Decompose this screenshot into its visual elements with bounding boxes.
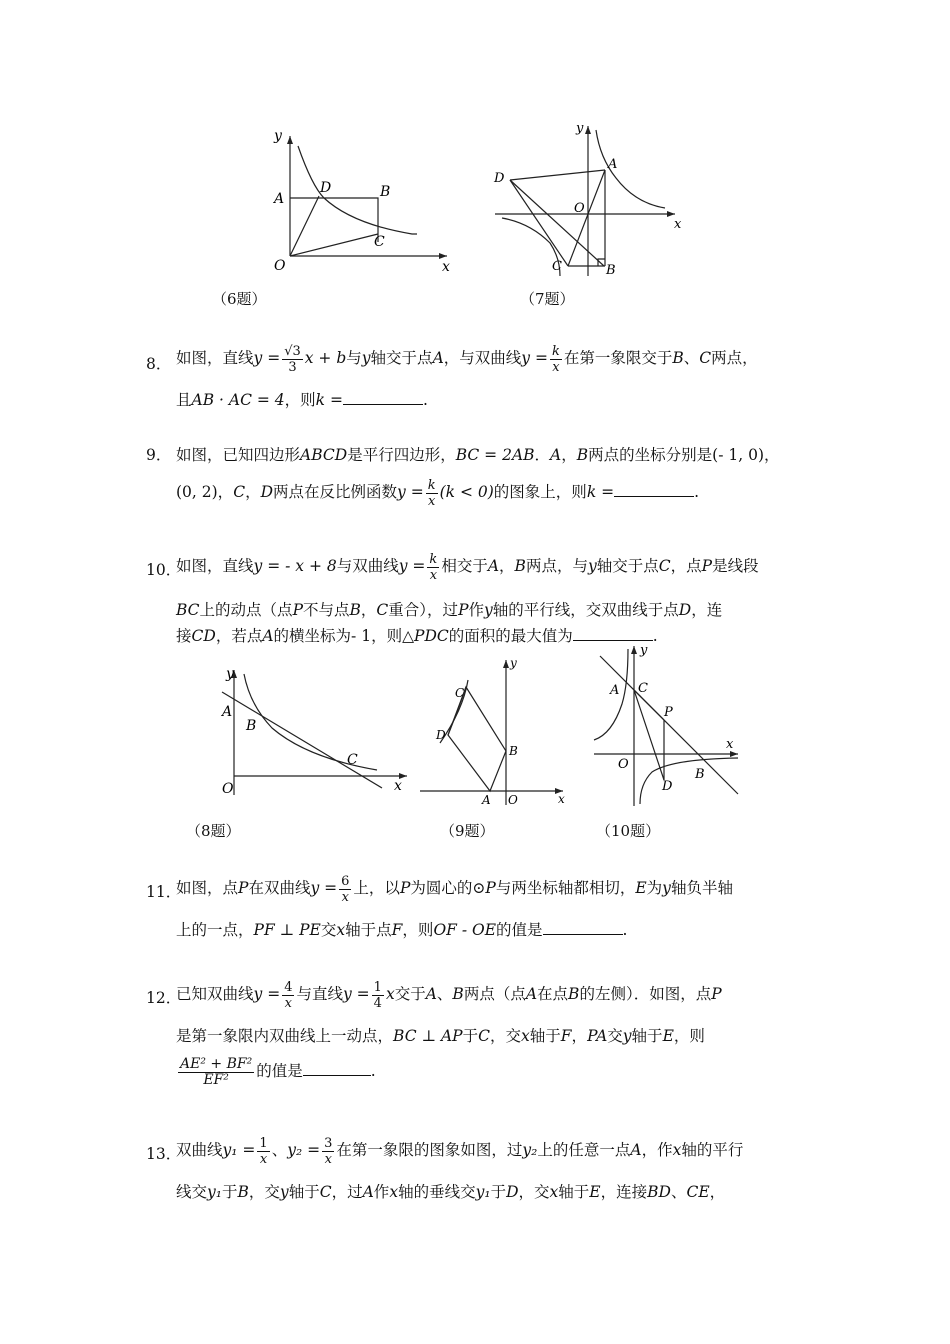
figure-10 xyxy=(592,644,742,810)
q13-frac-2: $\frac{3}{x}$ xyxy=(324,1135,333,1167)
fig9-caption: （9题） xyxy=(440,822,495,840)
q12-frac-1: $\frac{4}{x}$ xyxy=(284,979,293,1011)
fig9-label-A: A xyxy=(482,793,491,807)
q13-number: 13． xyxy=(146,1145,182,1163)
q10-answer-blank[interactable] xyxy=(573,626,653,641)
fig6-label-x: x xyxy=(442,259,450,275)
fig10-label-x: x xyxy=(726,737,734,752)
fig7-label-C: C xyxy=(552,259,562,274)
fig9-label-x: x xyxy=(558,792,565,806)
q13-line-2: 线交y₁于B，交y轴于C，过A作x轴的垂线交y₁于D，交x轴于E，连接BD、CE， xyxy=(176,1183,726,1201)
fig10-label-y: y xyxy=(640,644,648,658)
q12-line-2: 是第一象限内双曲线上一动点，BC ⊥ AP于C，交x轴于F，PA交y轴于E，则 xyxy=(176,1027,705,1045)
q13-frac-1: $\frac{1}{x}$ xyxy=(259,1135,268,1167)
figure-9 xyxy=(418,655,578,810)
fig7-label-x: x xyxy=(674,217,682,232)
fig10-label-P: P xyxy=(664,705,673,720)
fig9-label-y: y xyxy=(510,656,517,670)
q12-frac-3: $\frac{\text{AE² + BF²}}{\text{EF²}}$ xyxy=(180,1055,253,1088)
fig8-label-B: B xyxy=(246,718,257,734)
fig7-label-A: A xyxy=(608,157,618,172)
q12-number: 12． xyxy=(146,989,182,1007)
figure-6 xyxy=(262,126,462,276)
q11-answer-blank[interactable] xyxy=(543,920,623,935)
fig8-label-x: x xyxy=(394,778,402,794)
q9-frac: $\frac{k}{x}$ xyxy=(427,477,436,509)
q10-frac: $\frac{k}{x}$ xyxy=(429,551,438,583)
q8-frac-2: $\frac{k}{x}$ xyxy=(551,343,560,375)
fig7-caption: （7题） xyxy=(520,290,575,308)
q12-answer-blank[interactable] xyxy=(303,1061,371,1076)
fig6-label-y: y xyxy=(274,128,282,144)
q11-frac: $\frac{6}{x}$ xyxy=(341,873,350,905)
q9-number: 9． xyxy=(146,446,172,464)
q10-line-2: BC上的动点（点P不与点B，C重合），过P作y轴的平行线，交双曲线于点D，连 xyxy=(176,601,723,619)
fig10-label-A: A xyxy=(610,683,620,698)
q11-number: 11． xyxy=(146,883,182,901)
q8-line-1: 如图，直线y = $\frac{√3}{3}$ x + b与y轴交于点A，与双曲线y = $\frac{k}{x}$ 在第一象限交于B、C两点， xyxy=(176,343,758,375)
fig8-label-O: O xyxy=(222,781,234,797)
q10-line-3: 接CD，若点A的横坐标为- 1，则△PDC的面积的最大值为 . xyxy=(176,627,658,645)
q11-line-2: 上的一点，PF ⊥ PE交x轴于点F，则OF - OE的值是 . xyxy=(176,921,628,939)
fig9-label-D: D xyxy=(436,728,446,742)
q9-line-2: (0, 2)，C，D两点在反比例函数y = $\frac{k}{x}$ (k < 0)的图象上，则k = . xyxy=(176,477,700,509)
fig6-label-O: O xyxy=(274,258,286,274)
fig8-label-A: A xyxy=(222,704,233,720)
fig7-label-D: D xyxy=(494,171,505,186)
q8-answer-blank[interactable] xyxy=(343,390,423,405)
fig10-label-C: C xyxy=(638,681,648,696)
q8-line-2: 且AB · AC = 4，则k = . xyxy=(176,391,428,409)
fig6-label-B: B xyxy=(380,184,391,200)
q8-frac-1: $\frac{√3}{3}$ xyxy=(284,343,301,375)
q12-line-1: 已知双曲线y = $\frac{4}{x}$ 与直线y = $\frac{1}{4}$ x交于A、B两点（点A在点B的左侧）．如图，点P xyxy=(176,979,722,1011)
q10-number: 10． xyxy=(146,561,182,579)
fig7-label-B: B xyxy=(606,263,616,278)
fig9-label-C: C xyxy=(455,686,465,700)
fig6-label-A: A xyxy=(274,191,285,207)
fig6-caption: （6题） xyxy=(212,290,267,308)
fig8-label-y: y xyxy=(226,666,234,682)
fig7-label-y: y xyxy=(576,121,584,136)
q12-frac-2: $\frac{1}{4}$ xyxy=(373,979,382,1011)
figure-7 xyxy=(490,118,690,280)
figure-8 xyxy=(212,660,412,805)
fig6-label-D: D xyxy=(320,180,332,196)
q9-answer-blank[interactable] xyxy=(614,482,694,497)
fig10-label-O: O xyxy=(618,757,629,772)
fig8-caption: （8题） xyxy=(186,822,241,840)
q12-line-3: $\frac{\text{AE² + BF²}}{\text{EF²}}$ 的值是 . xyxy=(180,1055,376,1088)
q8-number: 8． xyxy=(146,355,172,373)
fig9-label-B: B xyxy=(509,744,518,758)
q10-line-1: 如图，直线y = - x + 8与双曲线y = $\frac{k}{x}$ 相交于A，B两点，与y轴交于点C，点P是线段 xyxy=(176,551,759,583)
q11-line-1: 如图，点P在双曲线y = $\frac{6}{x}$ 上，以P为圆心的⊙P与两坐标轴都相切，E为y轴负半轴 xyxy=(176,873,733,905)
fig8-label-C: C xyxy=(347,752,358,768)
q9-line-1: 如图，已知四边形ABCD是平行四边形，BC = 2AB．A，B两点的坐标分别是(- 1, 0)， xyxy=(176,446,780,464)
fig7-label-O: O xyxy=(574,201,585,216)
fig10-label-D: D xyxy=(662,779,673,794)
fig9-label-O: O xyxy=(508,793,518,807)
fig6-label-C: C xyxy=(374,234,385,250)
fig10-caption: （10题） xyxy=(596,822,661,840)
fig10-label-B: B xyxy=(695,767,705,782)
q13-line-1: 双曲线y₁ = $\frac{1}{x}$ 、y₂ = $\frac{3}{x}$ 在第一象限的图象如图，过y₂上的任意一点A，作x轴的平行 xyxy=(176,1135,744,1167)
